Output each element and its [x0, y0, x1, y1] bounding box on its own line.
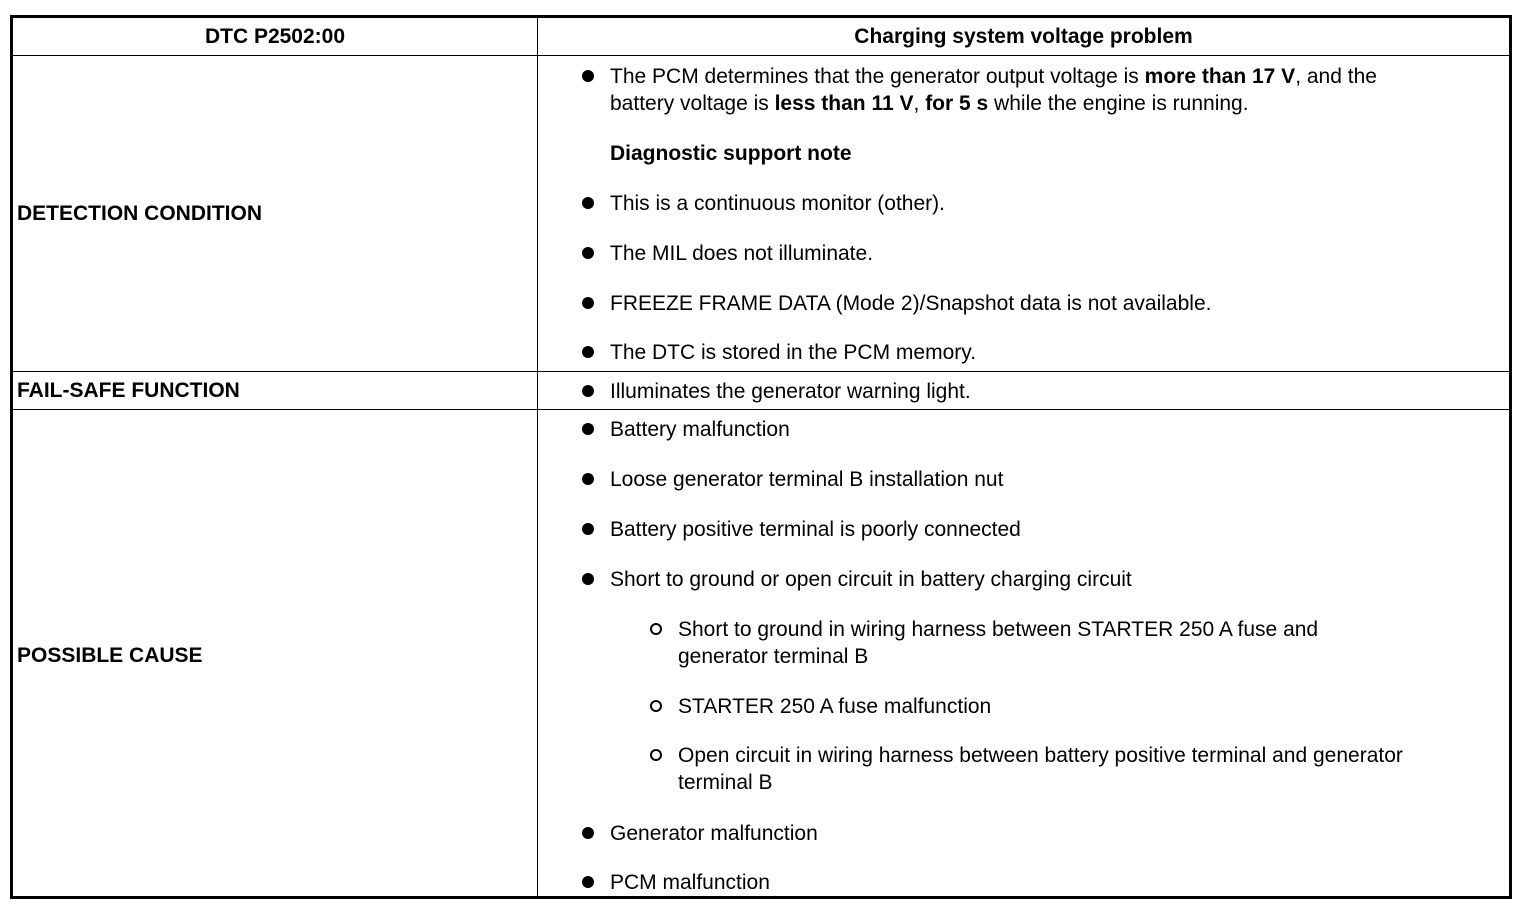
note-item: FREEZE FRAME DATA (Mode 2)/Snapshot data is not available.: [610, 292, 1212, 315]
note-item: The MIL does not illuminate.: [610, 242, 874, 265]
sub-bullet-icon: [650, 623, 662, 635]
sub-cause-line: generator terminal B: [678, 645, 869, 668]
sub-bullet-icon: [650, 700, 662, 712]
bullet-icon: [582, 876, 594, 888]
bullet-icon: [582, 385, 594, 397]
sub-cause-line: terminal B: [678, 771, 773, 794]
sub-bullet-icon: [650, 749, 662, 761]
row-divider-failsafe: [13, 409, 1509, 410]
dtc-table: [10, 15, 1512, 899]
sub-cause-line: Open circuit in wiring harness between battery positive terminal and generator: [678, 744, 1403, 767]
bullet-icon: [582, 70, 594, 82]
detection-condition-label: DETECTION CONDITION: [17, 202, 262, 225]
sub-cause-line: STARTER 250 A fuse malfunction: [678, 695, 992, 718]
possible-cause-label: POSSIBLE CAUSE: [17, 644, 203, 667]
failsafe-label: FAIL-SAFE FUNCTION: [17, 379, 240, 402]
cause-item: Battery positive terminal is poorly connected: [610, 518, 1021, 541]
bullet-icon: [582, 523, 594, 535]
column-divider: [537, 18, 538, 896]
bullet-icon: [582, 346, 594, 358]
diagnostic-note-title: Diagnostic support note: [610, 142, 852, 165]
dtc-description-header: Charging system voltage problem: [854, 25, 1193, 48]
cause-item: Battery malfunction: [610, 418, 790, 441]
bullet-icon: [582, 827, 594, 839]
cause-item: PCM malfunction: [610, 871, 770, 894]
sub-cause-line: Short to ground in wiring harness between STARTER 250 A fuse and: [678, 618, 1319, 641]
cause-item: Loose generator terminal B installation nut: [610, 468, 1004, 491]
cause-item: Short to ground or open circuit in battery charging circuit: [610, 568, 1132, 591]
bullet-icon: [582, 423, 594, 435]
failsafe-text: Illuminates the generator warning light.: [610, 380, 971, 403]
note-item: The DTC is stored in the PCM memory.: [610, 341, 977, 364]
detection-main-line1: The PCM determines that the generator output voltage is more than 17 V, and the: [610, 65, 1377, 88]
bullet-icon: [582, 247, 594, 259]
bullet-icon: [582, 297, 594, 309]
cause-item: Generator malfunction: [610, 822, 818, 845]
bullet-icon: [582, 197, 594, 209]
detection-main-line2: battery voltage is less than 11 V, for 5 s while the engine is running.: [610, 92, 1249, 115]
bullet-icon: [582, 473, 594, 485]
dtc-code-header: DTC P2502:00: [204, 25, 346, 48]
bullet-icon: [582, 573, 594, 585]
row-divider-detection: [13, 371, 1509, 372]
note-item: This is a continuous monitor (other).: [610, 192, 945, 215]
